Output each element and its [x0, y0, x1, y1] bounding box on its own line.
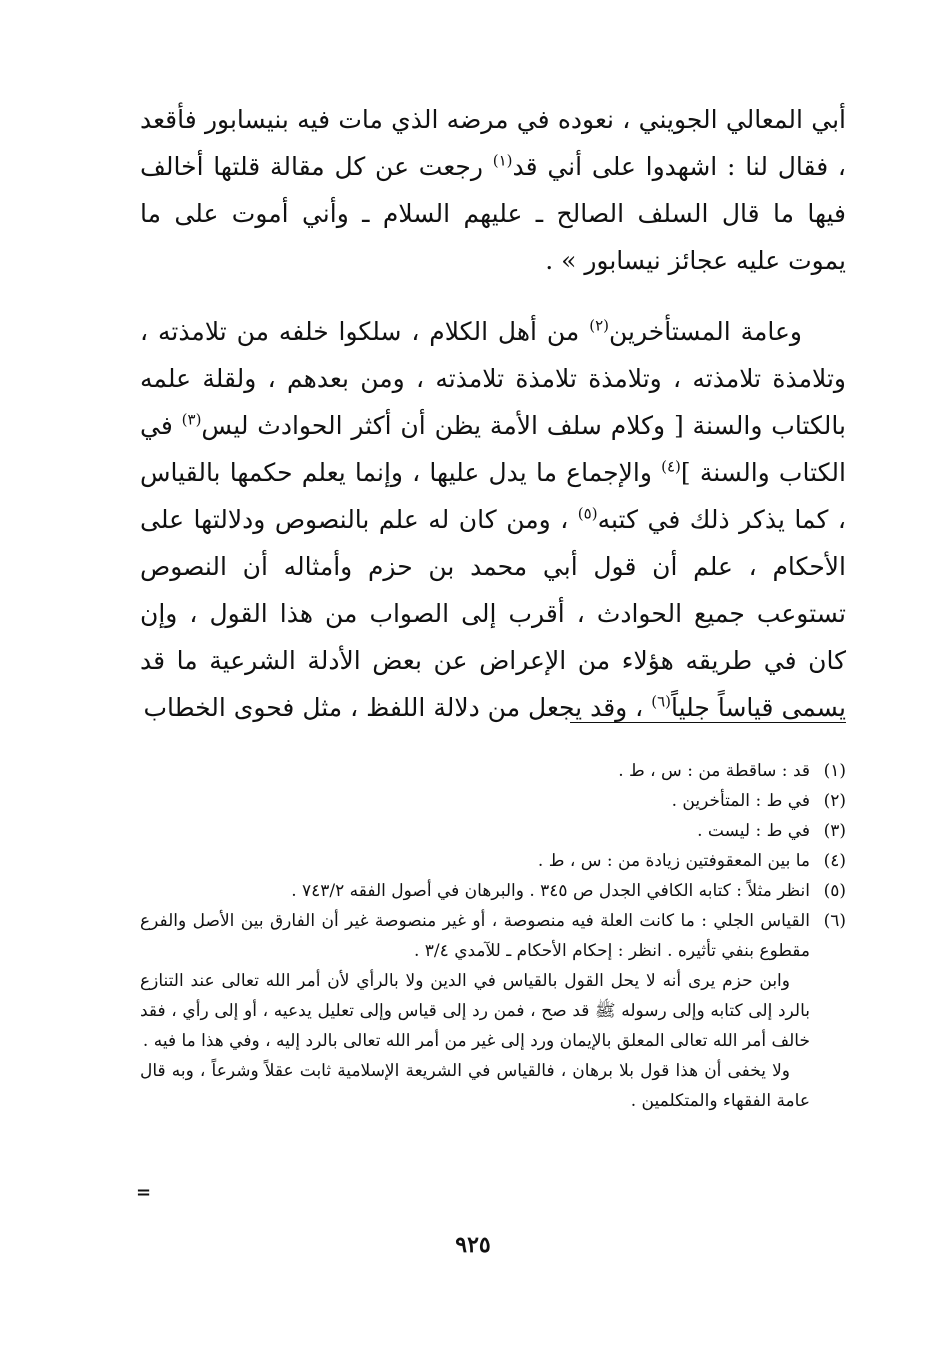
footnote-divider [570, 722, 846, 723]
footnote-item [140, 876, 846, 906]
footnote-item [140, 786, 846, 816]
main-paragraph-1 [140, 96, 846, 284]
footnote-text: القياس الجلي : ما كانت العلة فيه منصوصة ، أو غير منصوصة غير أن الفارق بين الأصل والفرع مقطوع بنفي تأثيره . انظر : إحكام الأحكام ـ للآمدي ٣/٤ . [140, 911, 810, 961]
paragraph-1-text-b: رجعت عن كل مقالة قلتها أخالف فيها ما قال السلف الصالح ـ عليهم السلام ـ وأني أموت على ما يموت عليه عجائز نيسابور » . [140, 152, 846, 275]
footnote-number: (٢) [823, 791, 846, 811]
footnote-text: ما بين المعقوفتين زيادة من : س ، ط . [537, 851, 810, 871]
footnotes-section [140, 756, 846, 1116]
paragraph-2-text-b: من أهل الكلام ، سلكوا خلفه من تلامذته ، وتلامذة تلامذته ، وتلامذة تلامذة تلامذته ، ومن بعدهم ، ولقلة علمه بالكتاب والسنة [ وكلام سلف الأمة يظن أن أكثر الحوادث ليس [140, 317, 846, 440]
paragraph-1-text-a: أبي المعالي الجويني ، نعوده في مرضه الذي مات فيه بنيسابور فأقعد ، فقال لنا : اشهدوا على أني قد [140, 105, 846, 181]
footnote-item [140, 906, 846, 966]
footnote-number: (١) [823, 761, 846, 781]
footnote-6-continuation: وابن حزم يرى أنه لا يحل القول بالقياس في الدين ولا بالرأي لأن أمر الله تعالى عند التنازع بالرد إلى كتابه وإلى رسوله ﷺ قد صح ، فمن رد إلى قياس وإلى تعليل يدعيه ، أو إلى رأي ، فقد خالف أمر الله تعالى المعلق بالإيمان ورد إلى غير من أمر الله تعالى بالرد إليه ، وفي هذا ما فيه . [140, 971, 810, 1051]
paragraph-2-text-c: في الكتاب والسنة ] [140, 411, 846, 487]
paragraph-2-text-f: ، وقد يجعل من دلالة اللفظ ، مثل فحوى الخطاب [143, 693, 652, 722]
footnote-ref-1: (١) [492, 151, 513, 170]
paragraph-2-text-d: والإجماع ما يدل عليها ، وإنما يعلم حكمها بالقياس ، كما يذكر ذلك في كتبه [140, 458, 846, 534]
footnote-ref-5: (٥) [577, 504, 598, 523]
footnote-text: في ط : المتأخرين . [671, 791, 810, 811]
footnote-number: (٥) [823, 881, 846, 901]
footnote-text: في ط : ليست . [697, 821, 810, 841]
footnote-text: قد : ساقطة من : س ، ط . [618, 761, 810, 781]
footnote-item [140, 816, 846, 846]
footnote-number: (٣) [823, 821, 846, 841]
footnote-number: (٦) [823, 911, 846, 931]
main-paragraph-2 [140, 308, 846, 731]
paragraph-2-text-a: وعامة المستأخرين [608, 317, 802, 346]
footnote-item [140, 756, 846, 786]
footnote-ref-3: (٣) [181, 410, 202, 429]
footnote-ref-2: (٢) [589, 316, 609, 335]
footnote-6-continuation: ولا يخفى أن هذا قول بلا برهان ، فالقياس في الشريعة الإسلامية ثابت عقلاً وشرعاً ، وبه قال عامة الفقهاء والمتكلمين . [140, 1061, 810, 1111]
continuation-mark: = [136, 1182, 152, 1203]
page-number: ٩٢٥ [455, 1232, 491, 1258]
footnote-item [140, 846, 846, 876]
footnote-number: (٤) [823, 851, 846, 871]
footnote-ref-6: (٦) [651, 692, 671, 711]
paragraph-2-text-e: ، ومن كان له علم بالنصوص ودلالتها على الأحكام ، علم أن قول أبي محمد بن حزم وأمثاله أن النصوص تستوعب جميع الحوادث ، أقرب إلى الصواب من هذا القول ، وإن كان في طريقه هؤلاء من الإعراض عن بعض الأدلة الشرعية ما قد يسمى قياساً جلياً [140, 505, 846, 722]
footnote-text: انظر مثلاً : كتابه الكافي الجدل ص ٣٤٥ . والبرهان في أصول الفقه ٧٤٣/٢ . [291, 881, 810, 901]
footnote-ref-4: (٤) [661, 457, 681, 476]
